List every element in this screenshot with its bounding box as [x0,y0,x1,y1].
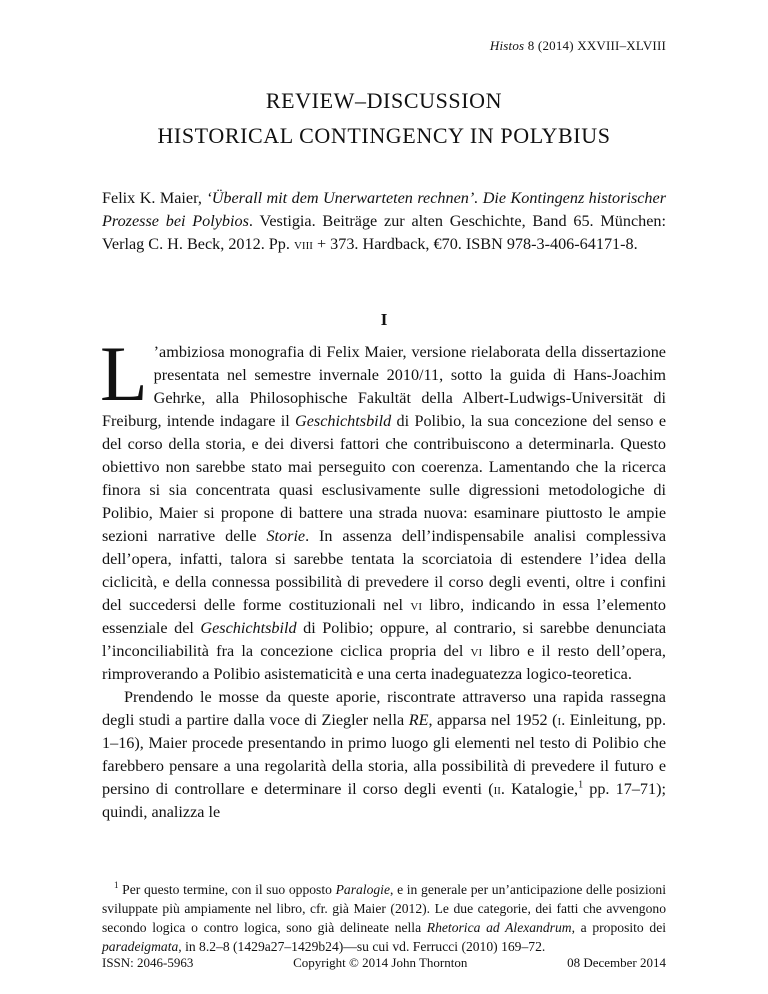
italic-term: Rhetorica ad Alexandrum [426,920,572,935]
issn: ISSN: 2046-5963 [102,955,194,970]
journal-name: Histos [489,38,525,53]
paragraph-2 [102,686,666,824]
roman-numeral: vi [470,642,483,660]
book-author: Felix K. Maier, [102,189,207,207]
drop-cap: L [100,330,148,417]
italic-term: Storie [266,527,306,545]
italic-term: RE [408,711,429,729]
publication-date: 08 December 2014 [567,955,666,970]
book-citation [102,187,666,256]
body-text [100,330,667,824]
section-title: REVIEW–DISCUSSION [265,88,503,113]
text-run: libro e il resto dell’opera, rimproverando a Polibio asistematicità e una certa inadeguatezza logico-teoretica. [102,642,666,683]
article-title: HISTORICAL CONTINGENCY IN POLYBIUS [157,123,611,148]
roman-numeral: i [557,711,562,729]
text-run: di Polibio; oppure, al contrario, si sarebbe denunciata l’inconciliabilità fra la concezione ciclica propria del [102,619,667,660]
book-title: ‘Überall mit dem Unerwarteten rechnen’. Die Kontingenz historischer Prozesse bei Polybios [102,189,667,230]
text-run: Per questo termine, con il suo opposto [118,882,336,897]
italic-term: Geschichtsbild [200,619,297,637]
footnote-mark: 1 [114,880,119,891]
text-run: , apparsa nel 1952 ( [428,711,558,729]
italic-term: Geschichtsbild [295,412,392,430]
text-run: Prendendo le mosse da queste aporie, riscontrate attraverso una rapida rassegna degli studi a partire dalla voce di Ziegler nella [102,688,666,729]
text-run: . In assenza dell’indispensabile analisi complessiva dell’opera, infatti, talora si sarebbe tentata la scorciatoia di estendere l’idea della ciclicità, e della connessa possibilità di prevedere il corso degli eventi, oltre i confini del succedersi delle forme costituzionali nel [102,527,667,614]
roman-numeral: ii [493,780,501,798]
footnote [102,880,666,956]
text-run: . Einleitung, pp. 1–16), Maier procede presentando in primo luogo gli elementi nel testo di Polibio che farebbero pensare a una regolarità della storia, alla possibilità di prevedere il futuro e persino di controllare e determinare il corso degli eventi ( [102,711,667,798]
text-run: pp. 17–71); quindi, analizza le [102,780,666,821]
text-run: di Polibio, la sua concezione del senso e del corso della storia, e dei diversi fattori che contribuiscono a determinarla. Questo obiettivo non sarebbe stato mai perseguito con coerenza. Lamentando che la ricerca finora si sia concentrata quasi esclusivamente sulle digressioni metodologiche di Polibio, Maier si propone di battere una strada nuova: esaminare piuttosto le ampie sezioni narrative delle [102,412,667,545]
roman-numeral: vi [410,596,423,614]
book-details: . Vestigia. Beiträge zur alten Geschichte, Band 65. München: Verlag C. H. Beck, 2012. Pp. [102,212,667,253]
book-pages-roman: viii [293,235,313,253]
journal-citation: 8 (2014) XXVIII–XLVIII [524,38,666,53]
running-head [490,38,666,54]
paragraph-1 [100,330,667,686]
italic-term: Paralogie [335,882,390,897]
text-run: . Katalogie, [500,780,579,798]
book-details-2: + 373. Hardback, €70. ISBN 978-3-406-64171-8. [312,235,638,253]
text-run: , e in generale per un’anticipazione delle posizioni sviluppate più ampiamente nel libro, cfr. già Maier (2012). Le due categorie, dei fatti che avvengono secondo logica o contro logica, sono già delineate nella [102,882,666,935]
text-run: , in 8.2–8 (1429a27–1429b24)—su cui vd. Ferrucci (2010) 169–72. [178,939,546,954]
section-number: I [380,310,388,329]
copyright: Copyright © 2014 John Thornton [293,955,468,970]
footnote-reference[interactable]: 1 [578,779,584,791]
page-footer [102,955,666,971]
text-run: , a proposito dei [571,920,666,935]
italic-term: paradeigmata [102,939,179,954]
text-run: libro, indicando in essa l’elemento essenziale del [102,596,666,637]
text-run: ’ambiziosa monografia di Felix Maier, versione rielaborata della dissertazione presentata nel semestre invernale 2010/11, sotto la guida di Hans-Joachim Gehrke, alla Philosophische Fakultät della Albert-Ludwigs-Universität di Freiburg, intende indagare il [102,343,666,430]
